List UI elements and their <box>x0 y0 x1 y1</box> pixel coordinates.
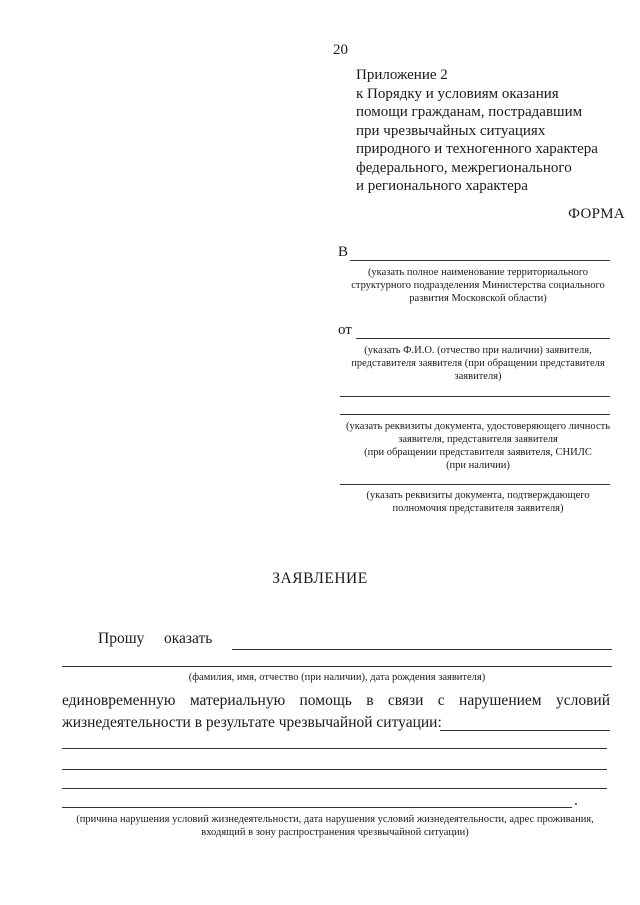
appendix-line: при чрезвычайных ситуациях <box>356 122 546 139</box>
reason-end-mark: . <box>574 792 578 809</box>
appendix-line: помощи гражданам, пострадавшим <box>356 104 583 120</box>
appendix-header <box>356 66 598 196</box>
request-body-line-1: единовременную материальную помощь в связи с нарушением условий <box>62 692 610 709</box>
reason-field-2[interactable] <box>62 748 607 749</box>
document-field-line-2[interactable] <box>340 414 610 415</box>
appendix-line: природного и техногенного характера <box>356 141 598 157</box>
document-caption: (указать реквизиты документа, удостоверяющего личность заявителя, представителя заявителя (при обращении представителя заявителя, СНИЛС (при наличии) <box>346 421 610 471</box>
sender-prefix: от <box>338 322 352 338</box>
appendix-line: Приложение 2 <box>356 67 448 83</box>
request-name-caption: (фамилия, имя, отчество (при наличии), дата рождения заявителя) <box>188 672 486 683</box>
request-word-okazat: оказать <box>164 630 213 647</box>
reason-caption: (причина нарушения условий жизнедеятельности, дата нарушения условий жизнедеятельности, адрес проживания, входящий в зону распространения чрезвычайной ситуации) <box>76 814 594 838</box>
authority-field[interactable] <box>340 484 610 485</box>
reason-field-1[interactable] <box>440 730 610 731</box>
reason-field-4[interactable] <box>62 788 607 789</box>
appendix-line: к Порядку и условиям оказания <box>356 85 559 102</box>
form-label: ФОРМА <box>568 206 625 222</box>
request-body-line-2: жизнедеятельности в результате чрезвычайной ситуации: <box>62 714 442 731</box>
sender-caption: (указать Ф.И.О. (отчество при наличии) заявителя, представителя заявителя (при обращении представителя заявителя) <box>351 345 605 382</box>
appendix-line: и регионального характера <box>356 178 528 194</box>
reason-field-5[interactable] <box>62 807 572 808</box>
appendix-line: федерального, межрегионального <box>356 159 572 176</box>
request-name-field-2[interactable] <box>62 666 612 667</box>
request-word-prosu: Прошу <box>98 630 145 647</box>
authority-caption: (указать реквизиты документа, подтверждающего полномочия представителя заявителя) <box>366 490 590 514</box>
page-number: 20 <box>333 42 348 58</box>
reason-field-3[interactable] <box>62 769 607 770</box>
statement-title: ЗАЯВЛЕНИЕ <box>272 570 368 587</box>
document-field-line-1[interactable] <box>340 396 610 397</box>
request-name-field-1[interactable] <box>232 649 612 650</box>
sender-field[interactable] <box>356 338 610 339</box>
recipient-prefix: В <box>338 244 349 260</box>
recipient-caption: (указать полное наименование территориального структурного подразделения Министерства социального развития Московской области) <box>351 267 605 304</box>
recipient-field[interactable] <box>350 260 610 261</box>
